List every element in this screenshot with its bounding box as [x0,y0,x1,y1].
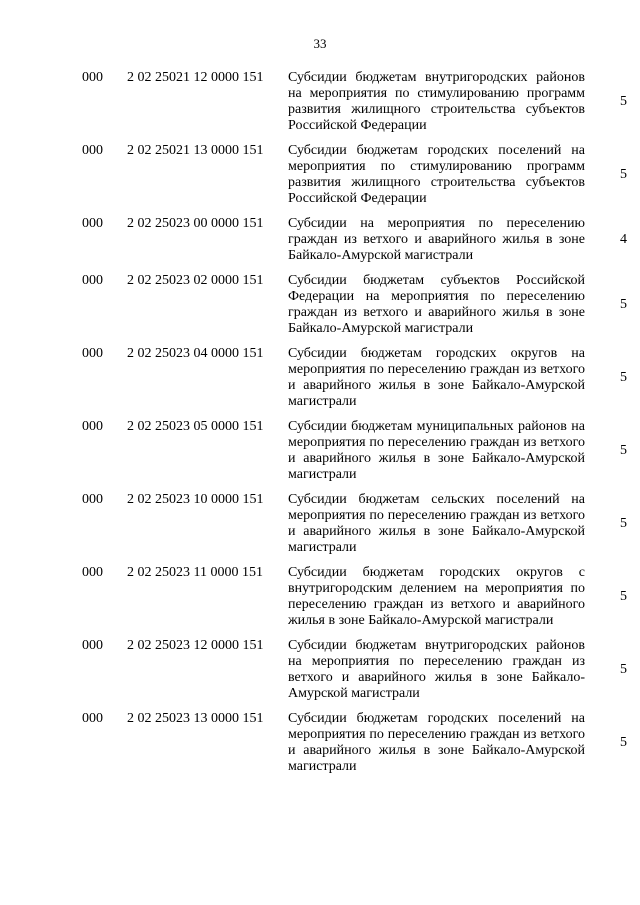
amount: 4 [620,232,627,247]
amount: 5 [620,516,627,531]
budget-classification-code: 2 02 25023 12 0000 151 [127,638,264,653]
table-row [0,273,640,346]
table-row [0,711,640,784]
table-row [0,216,640,273]
budget-table [0,70,640,784]
revenue-name: Субсидии бюджетам городских поселений на мероприятия по стимулированию программ развития жилищного строительства субъектов Российской Федерации [288,143,585,206]
revenue-name: Субсидии бюджетам муниципальных районов на мероприятия по переселению граждан из ветхого и аварийного жилья в зоне Байкало-Амурской магистрали [288,419,585,482]
budget-classification-code: 2 02 25023 10 0000 151 [127,492,264,507]
revenue-name: Субсидии бюджетам городских поселений на мероприятия по переселению граждан из ветхого и аварийного жилья в зоне Байкало-Амурской магистрали [288,711,585,774]
admin-code: 000 [82,492,103,507]
revenue-name: Субсидии бюджетам городских округов на мероприятия по переселению граждан из ветхого и аварийного жилья в зоне Байкало-Амурской магистрали [288,346,585,409]
revenue-name: Субсидии бюджетам сельских поселений на мероприятия по переселению граждан из ветхого и аварийного жилья в зоне Байкало-Амурской магистрали [288,492,585,555]
amount: 5 [620,589,627,604]
revenue-name: Субсидии бюджетам городских округов с внутригородским делением на мероприятия по переселению граждан из ветхого и аварийного жилья в зоне Байкало-Амурской магистрали [288,565,585,628]
amount: 5 [620,662,627,677]
amount: 5 [620,167,627,182]
table-row [0,638,640,711]
admin-code: 000 [82,70,103,85]
page-number: 33 [313,36,327,51]
table-row [0,70,640,143]
budget-classification-code: 2 02 25023 11 0000 151 [127,565,263,580]
admin-code: 000 [82,346,103,361]
budget-classification-code: 2 02 25023 04 0000 151 [127,346,264,361]
revenue-name: Субсидии на мероприятия по переселению граждан из ветхого и аварийного жилья в зоне Байкало-Амурской магистрали [288,216,585,263]
admin-code: 000 [82,273,103,288]
table-row [0,143,640,216]
budget-classification-code: 2 02 25021 12 0000 151 [127,70,264,85]
budget-classification-code: 2 02 25021 13 0000 151 [127,143,264,158]
table-row [0,492,640,565]
table-row [0,565,640,638]
amount: 5 [620,297,627,312]
budget-classification-code: 2 02 25023 13 0000 151 [127,711,264,726]
amount: 5 [620,735,627,750]
admin-code: 000 [82,216,103,231]
admin-code: 000 [82,565,103,580]
revenue-name: Субсидии бюджетам внутригородских районов на мероприятия по стимулированию программ развития жилищного строительства субъектов Российской Федерации [288,70,585,133]
amount: 5 [620,370,627,385]
revenue-name: Субсидии бюджетам субъектов Российской Федерации на мероприятия по переселению граждан из ветхого и аварийного жилья в зоне Байкало-Амурской магистрали [288,273,585,336]
admin-code: 000 [82,638,103,653]
table-row [0,419,640,492]
admin-code: 000 [82,143,103,158]
budget-classification-code: 2 02 25023 02 0000 151 [127,273,264,288]
amount: 5 [620,94,627,109]
amount: 5 [620,443,627,458]
table-row [0,346,640,419]
admin-code: 000 [82,419,103,434]
revenue-name: Субсидии бюджетам внутригородских районов на мероприятия по переселению граждан из ветхого и аварийного жилья в зоне Байкало-Амурской магистрали [288,638,585,701]
budget-classification-code: 2 02 25023 00 0000 151 [127,216,264,231]
admin-code: 000 [82,711,103,726]
budget-classification-code: 2 02 25023 05 0000 151 [127,419,264,434]
